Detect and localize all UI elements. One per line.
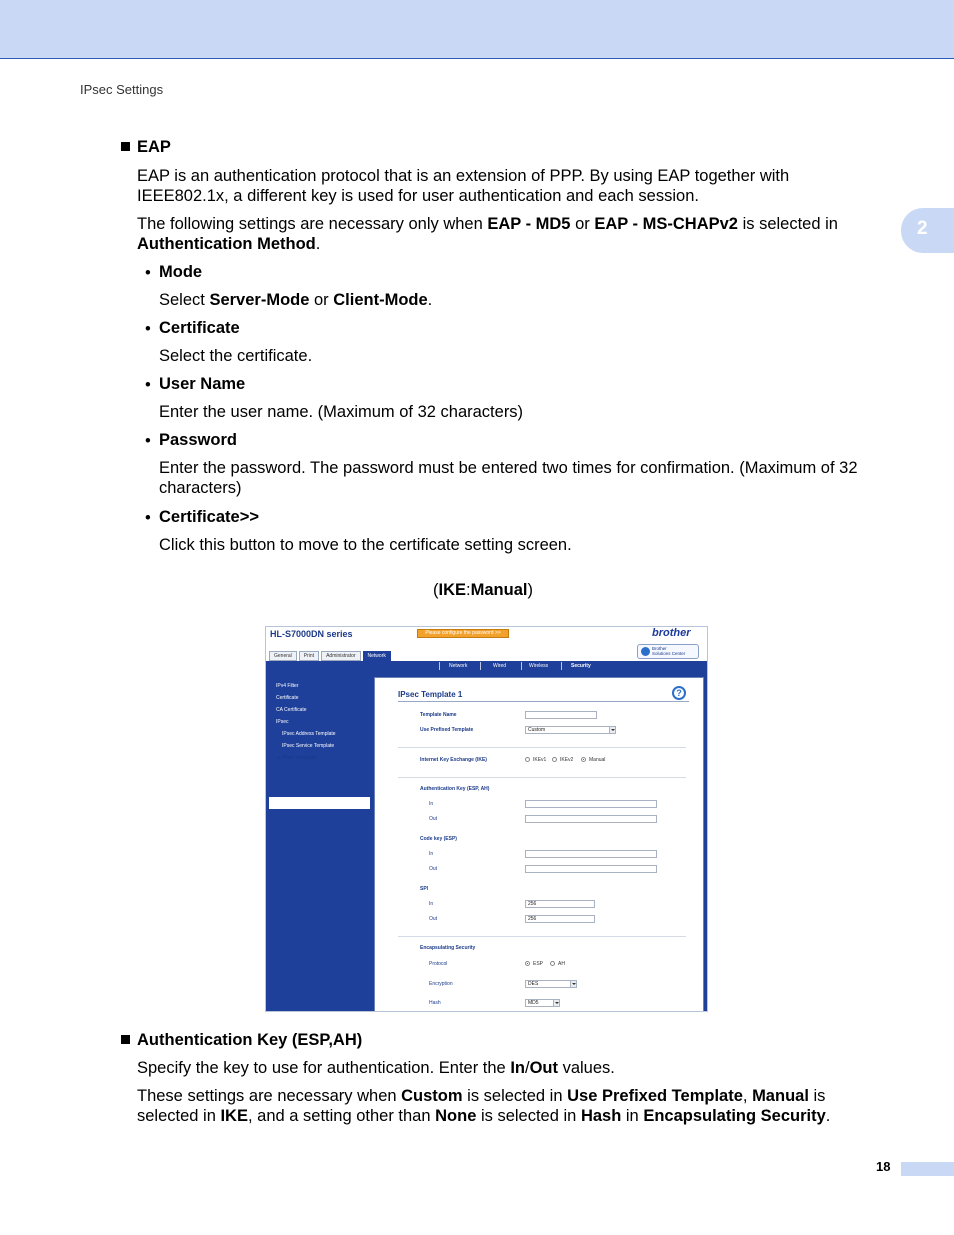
auth-key-in-label: In [429, 801, 434, 807]
item-cert-button-title: Certificate>> [159, 508, 259, 526]
help-icon[interactable]: ? [672, 686, 686, 700]
page-number-bar [901, 1162, 954, 1176]
spi-out-label: Out [429, 916, 438, 922]
hash-select[interactable]: MD5 [525, 999, 560, 1007]
auth-key-paragraph-2: These settings are necessary when Custom is selected in Use Prefixed Template, Manual is selected in IKE, and a setting other than None is selected in Hash in Encapsulating Security. [137, 1087, 831, 1125]
spi-label: SPI [420, 886, 429, 892]
sub-navbar [266, 661, 707, 673]
item-certificate-desc: Select the certificate. [159, 347, 313, 365]
ike-v1-radio[interactable] [525, 757, 530, 762]
brother-logo: brother [652, 627, 691, 639]
code-key-in-input[interactable] [525, 850, 657, 858]
auth-key-heading: Authentication Key (ESP,AH) [121, 1030, 362, 1050]
sidebar-item-ipv4-filter[interactable]: IPv4 Filter [276, 683, 299, 689]
item-username-title: User Name [159, 375, 246, 393]
protocol-ah-radio[interactable] [550, 961, 555, 966]
bullet-icon: • [145, 509, 151, 527]
protocol-label: Protocol [429, 961, 448, 967]
page-number: 18 [876, 1159, 891, 1174]
ike-label: Internet Key Exchange (IKE) [420, 757, 487, 763]
auth-key-paragraph-1: Specify the key to use for authentication. Enter the In/Out values. [137, 1059, 615, 1077]
item-username-desc: Enter the user name. (Maximum of 32 characters) [159, 403, 524, 421]
auth-key-label: Authentication Key (ESP, AH) [420, 786, 490, 792]
square-bullet-icon [121, 1035, 130, 1044]
figure-caption: (IKE:Manual) [433, 581, 533, 599]
sidebar-item-ipsec-template[interactable]: ▸ IPsec Template [278, 755, 316, 761]
main-tabs [269, 651, 391, 661]
template-name-label: Template Name [420, 712, 457, 718]
tab-print[interactable]: Print [299, 651, 319, 661]
auth-key-out-label: Out [429, 816, 438, 822]
ike-v2-radio[interactable] [552, 757, 557, 762]
encapsulating-security-label: Encapsulating Security [420, 945, 476, 951]
panel-heading: IPsec Template 1 [398, 690, 463, 699]
password-banner[interactable]: Please configure the password >> [417, 629, 509, 638]
subtab-wireless[interactable]: Wireless [529, 663, 549, 669]
item-password-desc: Enter the password. The password must be entered two times for confirmation. (Maximum of 32 characters) [159, 459, 858, 497]
encryption-label: Encryption [429, 981, 453, 987]
chevron-down-icon [570, 981, 576, 987]
eap-heading: EAP [121, 137, 171, 157]
ipsec-template-screenshot [265, 626, 708, 1012]
bullet-icon: • [145, 376, 151, 394]
subtab-wired[interactable]: Wired [493, 663, 507, 669]
auth-key-out-input[interactable] [525, 815, 657, 823]
header-band [0, 0, 954, 59]
code-key-out-input[interactable] [525, 865, 657, 873]
item-password-title: Password [159, 431, 237, 449]
globe-icon [641, 647, 650, 656]
tab-general[interactable]: General [269, 651, 297, 661]
sidebar-item-certificate[interactable]: Certificate [276, 695, 299, 701]
code-key-out-label: Out [429, 866, 438, 872]
template-name-input[interactable] [525, 711, 597, 719]
solutions-center-button[interactable]: Brother Solutions Center [637, 644, 699, 659]
sidebar-item-ipsec[interactable]: IPsec [276, 719, 289, 725]
item-mode-desc: Select Server-Mode or Client-Mode. [159, 291, 433, 309]
bullet-icon: • [145, 320, 151, 338]
eap-paragraph-1: EAP is an authentication protocol that is an extension of PPP. By using EAP together with IEEE802.1x, a different key is used for user authentication and each session. [137, 167, 790, 205]
square-bullet-icon [121, 142, 130, 151]
item-mode-title: Mode [159, 263, 203, 281]
prefixed-template-select[interactable]: Custom [525, 726, 616, 734]
eap-paragraph-2: The following settings are necessary only when EAP - MD5 or EAP - MS-CHAPv2 is selected in Authentication Method. [137, 215, 838, 253]
subtab-network[interactable]: Network [449, 663, 468, 669]
tab-administrator[interactable]: Administrator [321, 651, 360, 661]
sidebar [266, 673, 370, 1011]
chevron-down-icon [609, 727, 615, 733]
spi-in-input[interactable]: 256 [525, 900, 595, 908]
bullet-icon: • [145, 432, 151, 450]
subtab-security[interactable]: Security [571, 663, 591, 669]
item-certificate-title: Certificate [159, 319, 240, 337]
code-key-in-label: In [429, 851, 434, 857]
sidebar-item-ipsec-service-template[interactable]: IPsec Service Template [282, 743, 335, 749]
bullet-icon: • [145, 264, 151, 282]
content-area [370, 673, 707, 1011]
sidebar-item-ipsec-address-template[interactable]: IPsec Address Template [282, 731, 336, 737]
protocol-esp-radio[interactable] [525, 961, 530, 966]
sidebar-item-ca-certificate[interactable]: CA Certificate [276, 707, 307, 713]
chapter-tab [901, 208, 954, 253]
item-cert-button-desc: Click this button to move to the certificate setting screen. [159, 536, 572, 554]
chevron-down-icon [553, 1000, 559, 1006]
prefixed-template-label: Use Prefixed Template [420, 727, 474, 733]
hash-label: Hash [429, 1000, 441, 1006]
spi-out-input[interactable]: 256 [525, 915, 595, 923]
auth-key-in-input[interactable] [525, 800, 657, 808]
tab-network[interactable]: Network [363, 651, 391, 661]
printer-model-title: HL-S7000DN series [270, 629, 353, 639]
ike-manual-radio[interactable] [581, 757, 586, 762]
encryption-select[interactable]: DES [525, 980, 577, 988]
code-key-label: Code key (ESP) [420, 836, 457, 842]
ipsec-template-panel: IPsec Template 1 ? Template Name Use Prefixed Template Custom Internet Key Exchange (IKE) IKEv1 IKEv2 Manual Authentication Key (ESP, AH) In Out Code key (ESP) In Out SPI In 256 Out 256 Encapsulating Security Protocol ESP AH Encryption DES Hash MD5 [374, 677, 704, 1012]
spi-in-label: In [429, 901, 434, 907]
running-head: IPsec Settings [80, 82, 164, 97]
chapter-number: 2 [917, 218, 928, 239]
